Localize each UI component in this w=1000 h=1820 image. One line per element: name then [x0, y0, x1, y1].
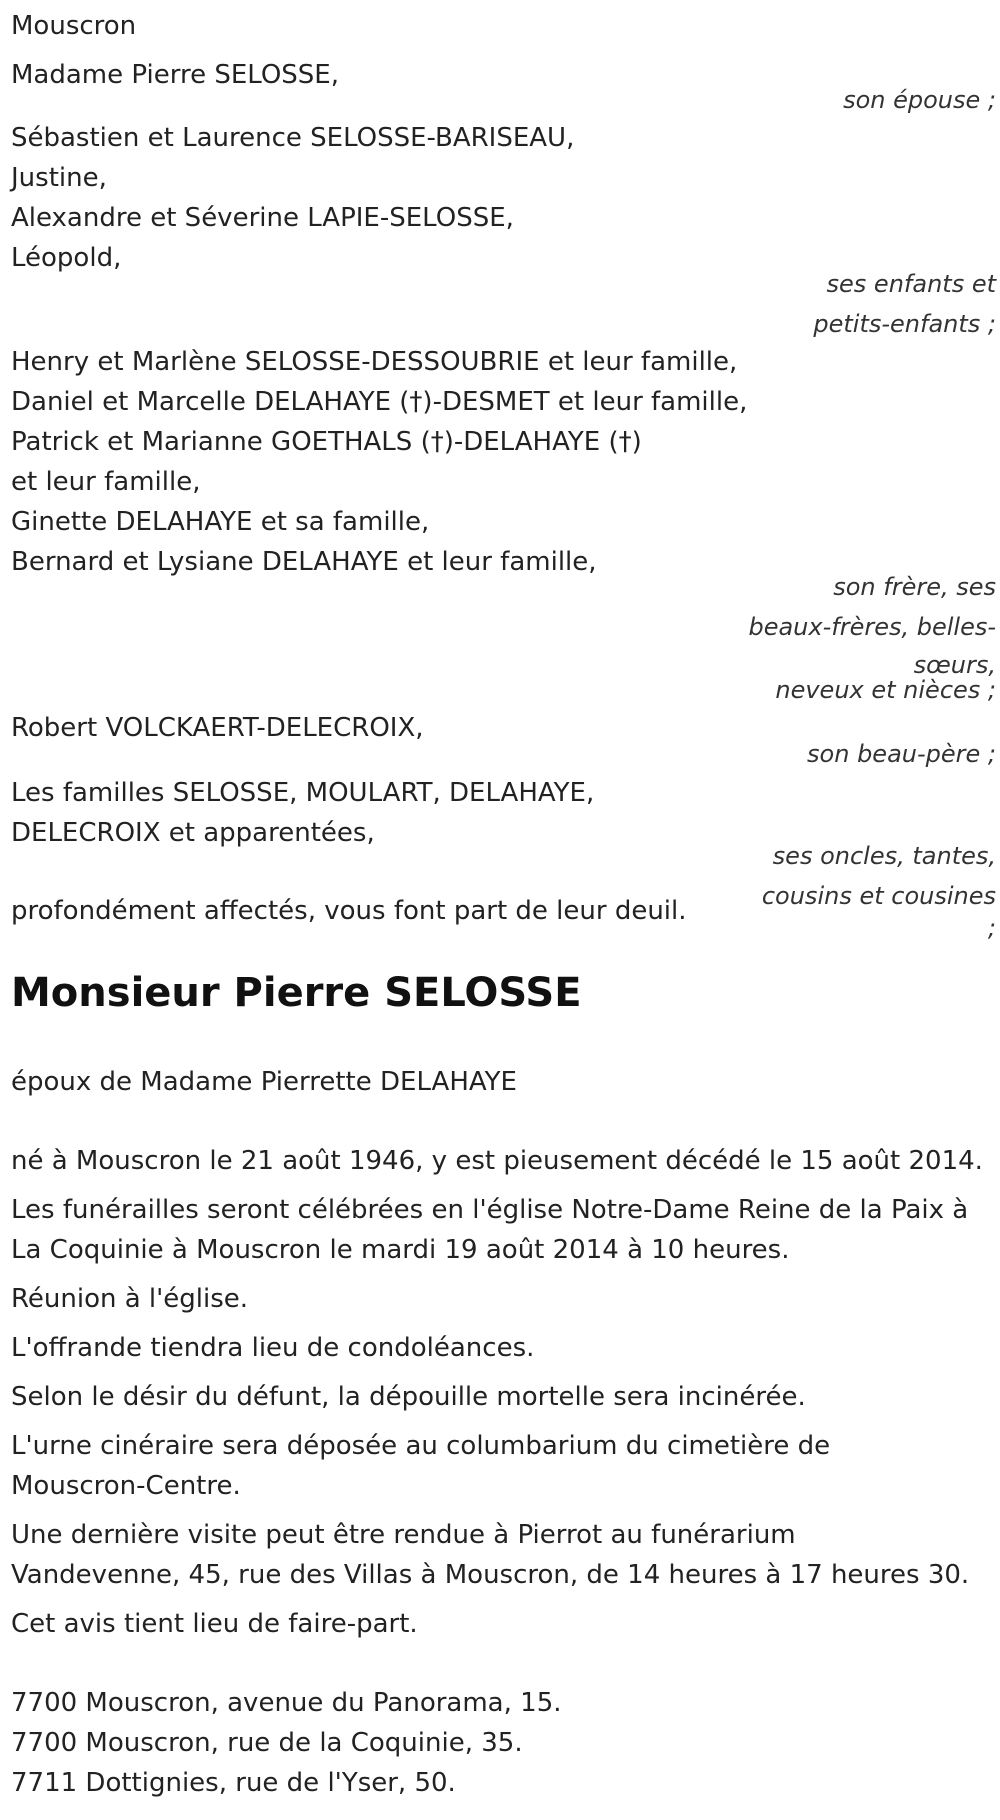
- spouse-role: son épouse ;: [843, 86, 996, 114]
- children-line: Léopold,: [11, 243, 122, 273]
- spouse-name: Madame Pierre SELOSSE,: [11, 60, 339, 90]
- father-in-law-role: son beau-père ;: [807, 740, 996, 768]
- detail-line: Vandevenne, 45, rue des Villas à Mouscron, de 14 heures à 17 heures 30.: [11, 1560, 970, 1590]
- families-role: ;: [987, 914, 996, 942]
- siblings-role: neveux et nièces ;: [775, 676, 996, 704]
- address-line: 7700 Mouscron, avenue du Panorama, 15.: [11, 1688, 562, 1718]
- detail-line: La Coquinie à Mouscron le mardi 19 août 2014 à 10 heures.: [11, 1235, 790, 1265]
- father-in-law-name: Robert VOLCKAERT-DELECROIX,: [11, 713, 424, 743]
- detail-line: né à Mouscron le 21 août 1946, y est pieusement décédé le 15 août 2014.: [11, 1146, 983, 1176]
- children-line: Alexandre et Séverine LAPIE-SELOSSE,: [11, 203, 514, 233]
- children-role: ses enfants et: [826, 270, 996, 298]
- detail-line: Une dernière visite peut être rendue à Pierrot au funérarium: [11, 1520, 796, 1550]
- detail-line: Selon le désir du défunt, la dépouille mortelle sera incinérée.: [11, 1382, 806, 1412]
- detail-line: Mouscron-Centre.: [11, 1471, 241, 1501]
- children-line: Justine,: [11, 163, 107, 193]
- detail-line: Cet avis tient lieu de faire-part.: [11, 1609, 418, 1639]
- siblings-line: Patrick et Marianne GOETHALS (†)-DELAHAYE (†): [11, 427, 642, 457]
- detail-line: L'urne cinéraire sera déposée au columbarium du cimetière de: [11, 1431, 831, 1461]
- siblings-line: Henry et Marlène SELOSSE-DESSOUBRIE et leur famille,: [11, 347, 738, 377]
- families-line: DELECROIX et apparentées,: [11, 818, 375, 848]
- spouse-of-line: époux de Madame Pierrette DELAHAYE: [11, 1067, 517, 1097]
- siblings-role: sœurs,: [913, 651, 996, 679]
- announcement-text: profondément affectés, vous font part de leur deuil.: [11, 896, 687, 926]
- siblings-line: Daniel et Marcelle DELAHAYE (†)-DESMET et leur famille,: [11, 387, 748, 417]
- siblings-line: Bernard et Lysiane DELAHAYE et leur famille,: [11, 547, 597, 577]
- siblings-line: et leur famille,: [11, 467, 201, 497]
- siblings-role: beaux-frères, belles-: [748, 613, 996, 641]
- children-role: petits-enfants ;: [813, 310, 996, 338]
- place-heading: Mouscron: [11, 11, 137, 41]
- detail-line: Les funérailles seront célébrées en l'église Notre-Dame Reine de la Paix à: [11, 1195, 969, 1225]
- siblings-line: Ginette DELAHAYE et sa famille,: [11, 507, 430, 537]
- address-line: 7711 Dottignies, rue de l'Yser, 50.: [11, 1768, 456, 1798]
- children-line: Sébastien et Laurence SELOSSE-BARISEAU,: [11, 123, 575, 153]
- families-line: Les familles SELOSSE, MOULART, DELAHAYE,: [11, 778, 595, 808]
- detail-line: L'offrande tiendra lieu de condoléances.: [11, 1333, 535, 1363]
- families-role: cousins et cousines: [761, 882, 996, 910]
- siblings-role: son frère, ses: [833, 573, 996, 601]
- detail-line: Réunion à l'église.: [11, 1284, 249, 1314]
- families-role: ses oncles, tantes,: [772, 842, 996, 870]
- address-line: 7700 Mouscron, rue de la Coquinie, 35.: [11, 1728, 523, 1758]
- deceased-name: Monsieur Pierre SELOSSE: [11, 970, 582, 1016]
